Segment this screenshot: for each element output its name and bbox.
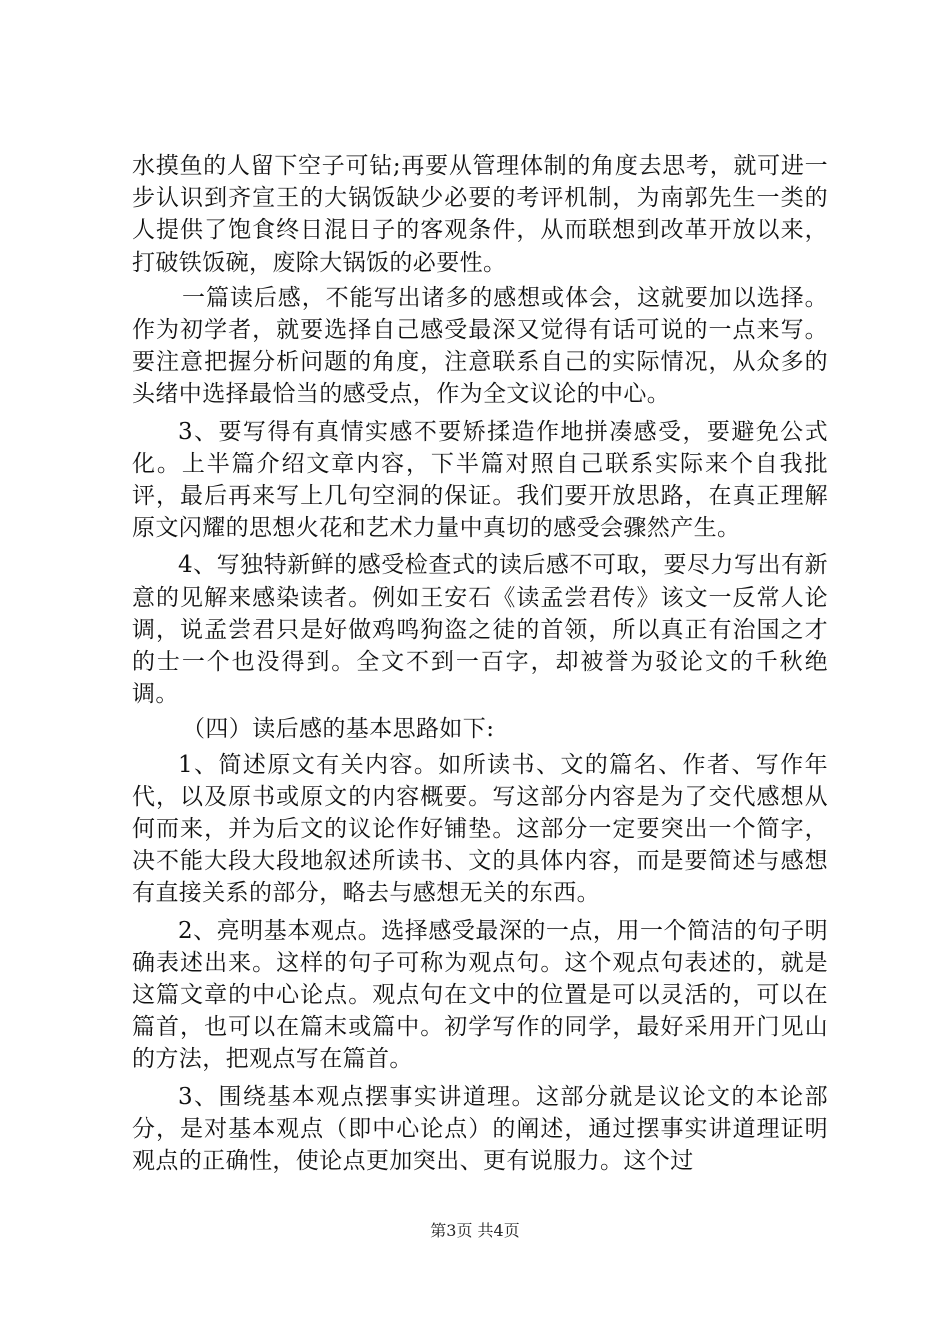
paragraph-step-1: 1、简述原文有关内容。如所读书、文的篇名、作者、写作年代，以及原书或原文的内容概要。写这部分内容是为了交代感想从何而来，并为后文的议论作好铺垫。这部分一定要突出一个简字，决不能大段大段地叙述所读书、文的具体内容，而是要简述与感想有直接关系的部分，略去与感想无关的东西。 xyxy=(132,751,828,907)
paragraph-point-3: 3、要写得有真情实感不要矫揉造作地拼凑感受，要避免公式化。上半篇介绍文章内容，下半篇对照自己联系实际来个自我批评，最后再来写上几句空洞的保证。我们要开放思路，在真正理解原文闪耀的思想火花和艺术力量中真切的感受会骤然产生。 xyxy=(132,418,828,542)
document-body xyxy=(132,150,828,1177)
section-heading-4: （四）读后感的基本思路如下: xyxy=(182,716,495,743)
paragraph-step-2: 2、亮明基本观点。选择感受最深的一点，用一个简洁的句子明确表述出来。这样的句子可称为观点句。这个观点句表述的，就是这篇文章的中心论点。观点句在文中的位置是可以灵活的，可以在篇首，也可以在篇末或篇中。初学写作的同学，最好采用开门见山的方法，把观点写在篇首。 xyxy=(132,917,828,1073)
paragraph-point-4: 4、写独特新鲜的感受检查式的读后感不可取，要尽力写出有新意的见解来感染读者。例如王安石《读孟尝君传》该文一反常人论调，说孟尝君只是好做鸡鸣狗盗之徒的首领，所以真正有治国之才的士一个也没得到。全文不到一百字，却被誉为驳论文的千秋绝调。 xyxy=(132,552,828,708)
paragraph-continuation: 水摸鱼的人留下空子可钻;再要从管理体制的角度去思考，就可进一步认识到齐宣王的大锅饭缺少必要的考评机制，为南郭先生一类的人提供了饱食终日混日子的客观条件，从而联想到改革开放以来，打破铁饭碗，废除大锅饭的必要性。 xyxy=(132,153,828,276)
paragraph-step-3: 3、围绕基本观点摆事实讲道理。这部分就是议论文的本论部分，是对基本观点（即中心论点）的阐述，通过摆事实讲道理证明观点的正确性，使论点更加突出、更有说服力。这个过 xyxy=(132,1083,828,1175)
paragraph-selection-advice: 一篇读后感，不能写出诸多的感想或体会，这就要加以选择。作为初学者，就要选择自己感受最深又觉得有话可说的一点来写。要注意把握分析问题的角度，注意联系自己的实际情况，从众多的头绪中选择最恰当的感受点，作为全文议论的中心。 xyxy=(132,284,828,408)
page-number-footer: 第3页 共4页 xyxy=(430,1221,520,1240)
